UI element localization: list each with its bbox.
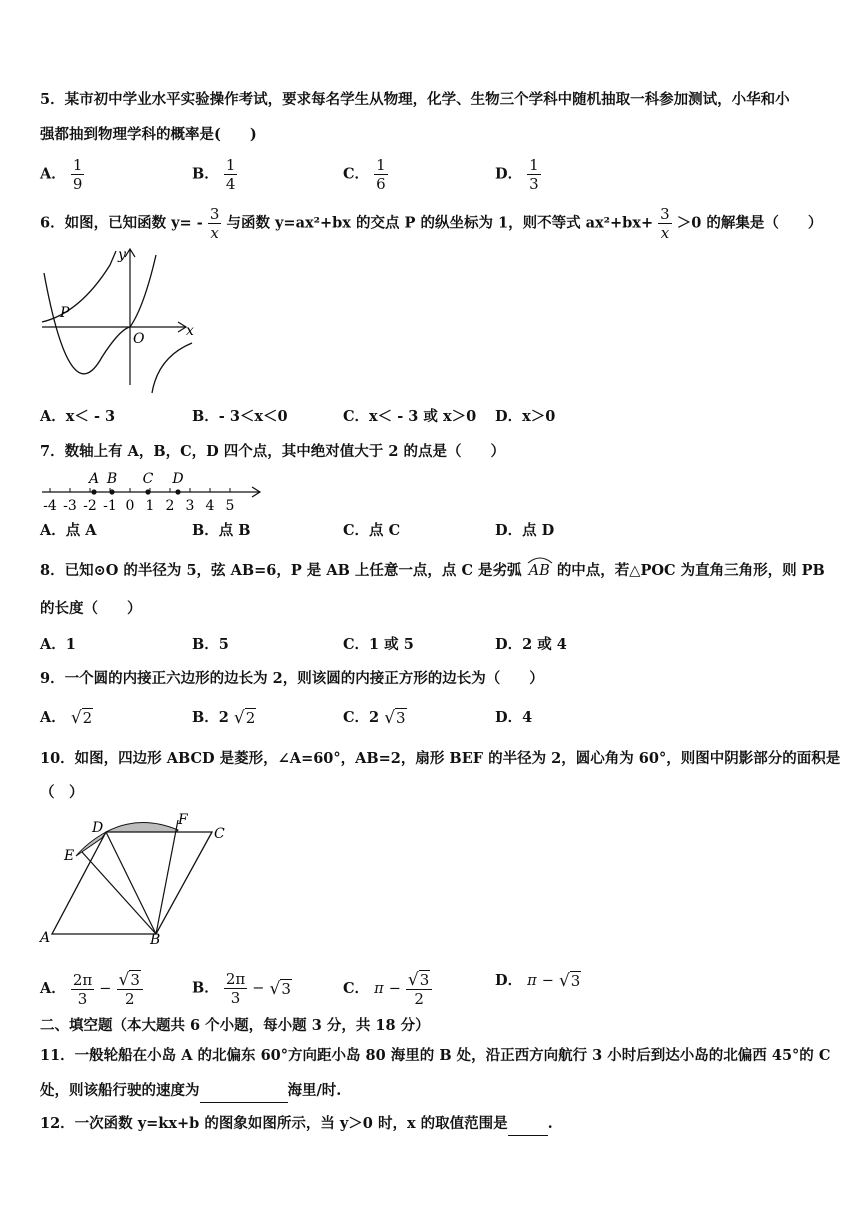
fraction: $\frac{1}{6}$: [376, 156, 386, 193]
q5-option-d: [495, 156, 541, 193]
x-axis-label: x: [186, 323, 194, 339]
tick-label: -4: [43, 498, 57, 514]
q7-option-b: B．点 B: [192, 522, 251, 539]
point-p-label: P: [60, 305, 70, 321]
q5-text-line2: 强都抽到物理学科的概率是( ): [40, 126, 257, 143]
q10-text-line2: （ ）: [40, 784, 84, 801]
option-label: B．: [192, 165, 219, 183]
q7-number-line: [40, 470, 270, 514]
q8-text-line1: 8．已知⊙O 的半径为 5，弦 AB=6，P 是 AB 上任意一点，点 C 是劣弧 AB 的中点，若△POC 为直角三角形，则 PB: [40, 560, 838, 582]
q5-option-c: [343, 156, 388, 193]
fraction: $\frac{1}{3}$: [529, 156, 539, 193]
q10-option-d: D． π − √3: [495, 971, 581, 991]
q5-text-line1: 5．某市初中学业水平实验操作考试，要求每名学生从物理，化学、生物三个学科中随机抽取一科参加测试，小华和小: [40, 91, 790, 108]
q10-option-b: B． $\frac{2\pi}{3}$ − √3: [192, 970, 291, 1007]
q7-text: 7．数轴上有 A，B，C，D 四个点，其中绝对值大于 2 的点是（ ）: [40, 443, 505, 460]
tick-label: 4: [205, 498, 215, 514]
fraction: $\frac{2\pi}{3}$: [72, 970, 93, 1008]
tick-label: 0: [125, 498, 135, 514]
point-a: [91, 489, 96, 494]
section2-heading: 二、填空题（本大题共 6 个小题，每小题 3 分，共 18 分）: [40, 1017, 430, 1034]
point-label-c: C: [142, 471, 154, 487]
y-axis-label: y: [118, 247, 126, 263]
q6-function-graph: [40, 245, 200, 395]
sqrt: √3: [558, 971, 581, 991]
q6-text: 6．如图，已知函数 y= - $\frac{3}{x}$ 与函数 y=ax²+bx 的交点 P 的纵坐标为 1，则不等式 ax²+bx+ $\frac{3}{x}$ ＞0 的解集是（ ）: [40, 205, 823, 242]
sqrt: √2: [233, 708, 256, 728]
point-label-a: A: [88, 471, 100, 487]
q11-text-line2: 处，则该船行驶的速度为 海里/时.: [40, 1080, 838, 1103]
q7-option-d: D．点 D: [495, 522, 555, 539]
q6-option-d: D．x＞0: [495, 408, 556, 425]
label-c: C: [214, 826, 225, 842]
answer-blank[interactable]: [200, 1080, 288, 1103]
q9-text: 9．一个圆的内接正六边形的边长为 2，则该圆的内接正方形的边长为（ ）: [40, 670, 544, 687]
option-label: C．: [343, 165, 370, 183]
point-d: [175, 489, 180, 494]
fraction: $\frac{1}{9}$: [72, 156, 83, 193]
q7-option-c: C．点 C: [343, 522, 401, 539]
q6-option-c: C．x＜ - 3 或 x＞0: [343, 408, 477, 425]
sqrt: √3: [269, 978, 291, 999]
hyperbola-right-branch: [152, 343, 192, 393]
q9-option-c: C．2 √3: [343, 708, 406, 728]
tick-label: 2: [165, 498, 175, 514]
q12-text: 12．一次函数 y=kx+b 的图象如图所示，当 y＞0 时，x 的取值范围是 .: [40, 1113, 838, 1136]
q6-option-b: B．- 3＜x＜0: [192, 408, 288, 425]
option-label: A．: [40, 165, 66, 183]
q10-text-line1: 10．如图，四边形 ABCD 是菱形，∠A=60°，AB=2，扇形 BEF 的半径为 2，圆心角为 60°，则图中阴影部分的面积是: [40, 750, 841, 767]
origin-label: O: [133, 331, 145, 347]
tick-label: -2: [83, 498, 97, 514]
fraction: $\frac{√3}{2}$: [117, 970, 143, 1008]
q8-option-d: D．2 或 4: [495, 636, 567, 653]
rhombus-abcd: [52, 832, 212, 934]
q5-option-a: [40, 156, 84, 193]
q9-option-b: B．2 √2: [192, 708, 256, 728]
label-d: D: [92, 820, 104, 836]
sqrt: √2: [70, 708, 93, 728]
fraction: $\frac{√3}{2}$: [406, 970, 432, 1008]
q8-option-b: B．5: [192, 636, 229, 653]
fraction: $\frac{2\pi}{3}$: [225, 970, 246, 1007]
label-e: E: [64, 848, 75, 864]
tick-label: 3: [185, 498, 195, 514]
tick-label: 5: [225, 498, 235, 514]
tick-label: -1: [103, 498, 117, 514]
label-f: F: [178, 812, 188, 828]
arc-ab: AB: [527, 560, 552, 582]
arc-symbol: [527, 556, 553, 564]
answer-blank[interactable]: [508, 1113, 548, 1136]
q10-option-a: A． $\frac{2\pi}{3}$ − $\frac{√3}{2}$: [40, 970, 143, 1008]
q8-option-a: A．1: [40, 636, 76, 653]
label-a: A: [40, 930, 51, 946]
tick-label: -3: [63, 498, 77, 514]
point-b: [109, 489, 114, 494]
tick-label: 1: [145, 498, 155, 514]
segment-be: [82, 852, 156, 934]
q8-text-line2: 的长度（ ）: [40, 600, 142, 617]
shaded-region-top: [106, 822, 178, 832]
q5-option-b: [192, 156, 237, 193]
sqrt: √3: [384, 708, 406, 728]
point-label-b: B: [106, 471, 118, 487]
q8-option-c: C．1 或 5: [343, 636, 414, 653]
q9-option-d: D．4: [495, 709, 533, 726]
q10-rhombus-figure: [38, 810, 238, 950]
point-label-d: D: [172, 471, 184, 487]
q9-option-a: A． √2: [40, 708, 93, 728]
segment-bf: [156, 820, 178, 934]
option-label: D．: [495, 165, 523, 183]
segment-bd: [106, 832, 156, 934]
q10-option-c: C． π − $\frac{√3}{2}$: [343, 970, 432, 1008]
q7-option-a: A．点 A: [40, 522, 97, 539]
fraction-3-over-x: $\frac{3}{x}$: [660, 205, 670, 242]
q11-text-line1: 11．一般轮船在小岛 A 的北偏东 60°方向距小岛 80 海里的 B 处，沿正西方向航行 3 小时后到达小岛的北偏西 45°的 C: [40, 1047, 831, 1064]
q6-option-a: A．x＜ - 3: [40, 408, 116, 425]
fraction: $\frac{1}{4}$: [225, 156, 236, 193]
hyperbola-left-branch: [42, 251, 116, 322]
point-c: [145, 489, 150, 494]
fraction-3-over-x: $\frac{3}{x}$: [209, 205, 220, 242]
label-b: B: [150, 932, 161, 948]
